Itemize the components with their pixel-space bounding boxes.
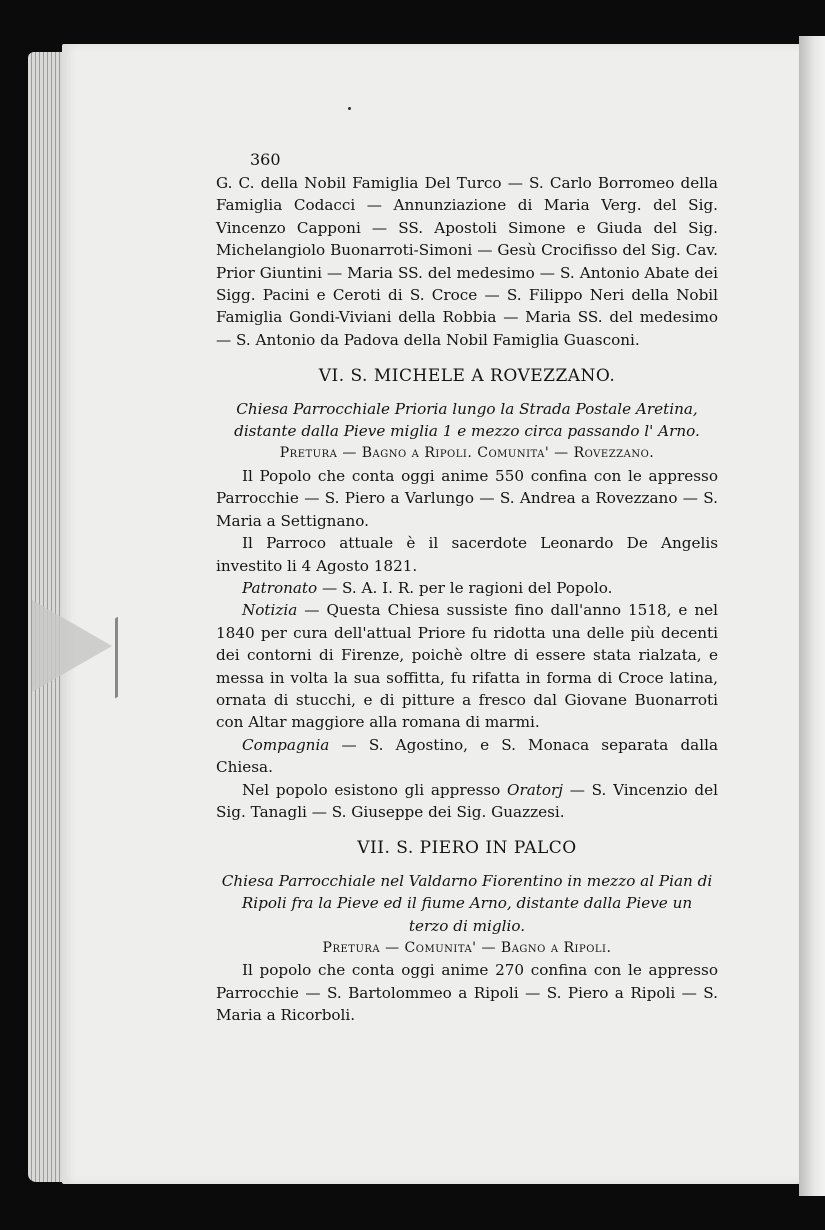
ink-speck — [348, 107, 351, 110]
paragraph-oratori — [216, 779, 718, 824]
section-title-palco: VII. S. PIERO IN PALCO — [357, 838, 577, 859]
paragraph-popolo: Il popolo che conta oggi anime 270 confina con le appresso Parrocchie — S. Bartolommeo a Ripoli — S. Piero a Ripoli — S. Maria a Ricorboli. — [216, 961, 718, 1025]
paragraph-popolo: Il Popolo che conta oggi anime 550 confina con le appresso Parrocchie — S. Piero a Varlungo — S. Andrea a Rovezzano — S. Maria a Settignano. — [216, 466, 718, 530]
patronato-label: Patronato — [242, 578, 318, 597]
notizia-text: — Questa Chiesa sussiste fino dall'anno 1518, e nel 1840 per cura dell'attual Priore fu ridotta una delle più decenti dei contorni di Firenze, poichè oltre di essere stata rialzata, e messa in volta la sua soffitta, fu rifatta in forma di Croce latina, ornata di stucchi, e di pitture a fresco dal Giovane Buonarroti con Altar maggiore alla romana di marmi. — [216, 601, 718, 732]
notizia-label: Notizia — [242, 601, 298, 620]
section-description: Chiesa Parrocchiale Prioria lungo la Strada Postale Aretina, distante dalla Pieve miglia 1 e mezzo circa passando l' Arno. — [234, 399, 700, 441]
facing-page-edge — [799, 36, 825, 1196]
paragraph-parroco: Il Parroco attuale è il sacerdote Leonardo De Angelis investito li 4 Agosto 1821. — [216, 534, 718, 575]
paragraph-compagnia — [216, 734, 718, 779]
pretura-line: Pretura — Comunita' — Bagno a Ripoli. — [322, 940, 612, 956]
paragraph-patronato — [216, 577, 718, 599]
section-description: Chiesa Parrocchiale nel Valdarno Fiorentino in mezzo al Pian di Ripoli fra la Pieve ed il fiume Arno, distante dalla Pieve un terzo di miglio. — [221, 871, 713, 935]
compagnia-text: — S. Agostino, e S. Monaca separata dalla Chiesa. — [216, 735, 718, 777]
section-title-rovezzano: VI. S. MICHELE A ROVEZZANO. — [318, 366, 616, 387]
compagnia-label: Compagnia — [242, 735, 330, 754]
oratori-intro: Nel popolo esistono gli appresso — [242, 780, 508, 799]
page-text — [216, 148, 718, 1027]
patronato-text: — S. A. I. R. per le ragioni del Popolo. — [317, 578, 613, 597]
oratori-text: — S. Vincenzio del Sig. Tanagli — S. Giuseppe dei Sig. Guazzesi. — [216, 780, 718, 821]
pretura-line: Pretura — Bagno a Ripoli. Comunita' — Rovezzano. — [279, 445, 655, 462]
intro-paragraph: G. C. della Nobil Famiglia Del Turco — S. Carlo Borromeo della Famiglia Codacci — Annunziazione di Maria Verg. del Sig. Vincenzo Capponi — SS. Apostoli Simone e Giuda del Sig. Michelangiolo Buonarroti-Simoni — Gesù Crocifisso del Sig. Cav. Prior Giuntini — Maria SS. del medesimo — S. Antonio Abate dei Sigg. Pacini e Ceroti di S. Croce — S. Filippo Neri della Nobil Famiglia Gondi-Viviani della Robbia — Maria SS. del medesimo — S. Antonio da Padova della Nobil Famiglia Guasconi. — [216, 174, 718, 349]
page-number: 360 — [250, 150, 281, 169]
paragraph-notizia — [216, 599, 718, 733]
oratori-label: Oratorj — [507, 780, 564, 799]
